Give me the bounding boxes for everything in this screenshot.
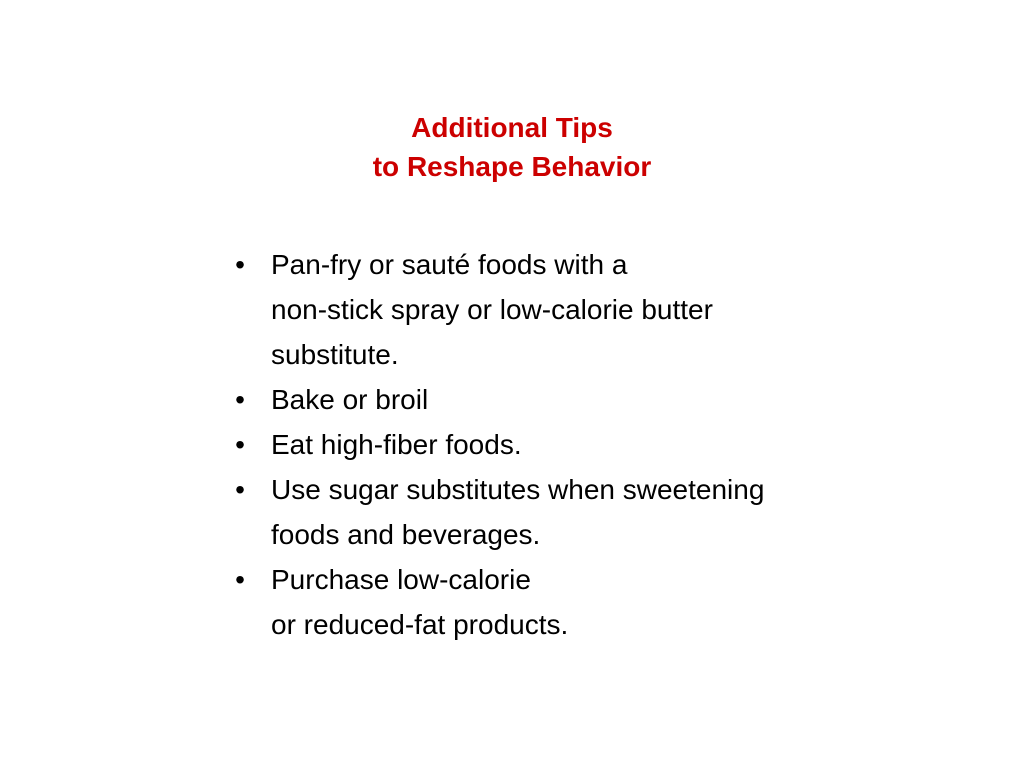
bullet-list [228,242,988,647]
bullet-item-sugar-substitutes [228,467,988,557]
slide-title [0,108,1024,186]
bullet-dot-icon: • [235,474,245,505]
bullet-item-pan-fry [228,242,988,377]
bullet-text-line: non-stick spray or low-calorie butter [271,294,713,325]
bullet-text-line: Bake or broil [271,384,429,415]
bullet-text-line: substitute. [271,339,399,370]
bullet-dot-icon: • [235,384,245,415]
bullet-text-line: foods and beverages. [271,519,541,550]
bullet-item-bake [228,377,988,422]
bullet-item-fiber [228,422,988,467]
title-line-1: Additional Tips [411,112,613,143]
bullet-text-line: Eat high-fiber foods. [271,429,522,460]
bullet-dot-icon: • [235,249,245,280]
bullet-dot-icon: • [235,429,245,460]
bullet-text-line: or reduced-fat products. [271,609,569,640]
title-line-2: to Reshape Behavior [372,151,652,182]
bullet-text-line: Purchase low-calorie [271,564,531,595]
bullet-item-low-calorie [228,557,988,647]
bullet-dot-icon: • [235,564,245,595]
bullet-text-line: Pan-fry or sauté foods with a [271,249,628,280]
bullet-text-line: Use sugar substitutes when sweetening [271,474,765,505]
